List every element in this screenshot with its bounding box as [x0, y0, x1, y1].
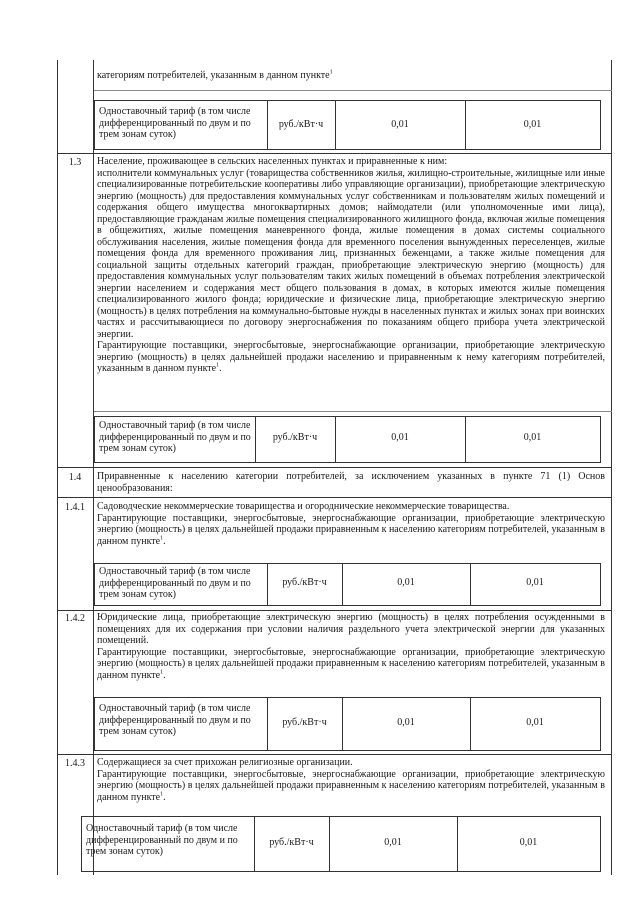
- tariff-value-1: 0,01: [391, 432, 409, 443]
- tariff-value-1: 0,01: [397, 717, 415, 728]
- row-number: 1.3: [68, 157, 82, 168]
- row-text-1-4: Приравненные к населению категории потребителей, за исключением указанных в пункте 71 (1) Основ ценообразования:: [97, 471, 605, 494]
- supplier-text: Гарантирующие поставщики, энергосбытовые, энергоснабжающие организации, приобретающие электрическую энергию (мощность) в целях дальнейшей продажи приравненным к населению категориям потребителей, указанным в данном пункте: [97, 768, 605, 803]
- supplier-text: Гарантирующие поставщики, энергосбытовые, энергоснабжающие организации, приобретающие электрическую энергию (мощность) в целях дальнейшей продажи приравненным к населению категориям потребителей, указанным в данном пункте: [97, 646, 605, 681]
- tariff-unit: руб./кВт·ч: [282, 577, 327, 588]
- row-separator: [57, 497, 612, 498]
- row-text-1-4-1: Садоводческие некоммерческие товарищества и огороднические некоммерческие товарищества. Гарантирующие поставщики, энергосбытовые, энергоснабжающие организации, приобретающие электрическую энергию (мощность) в целях дальнейшей продажи приравненным к населению категориям потребителей, указанным в данном пункте$^1$.: [97, 501, 605, 547]
- tariff-value-1: 0,01: [397, 577, 415, 588]
- row-heading: Население, проживающее в сельских населенных пунктах и приравненные к ним:: [97, 156, 448, 167]
- top-row-tariff-box: [94, 100, 601, 150]
- row-1-4-1-tariff-box: [94, 563, 601, 606]
- tariff-value-2: 0,01: [523, 432, 542, 443]
- tariff-value-1: 0,01: [391, 119, 409, 130]
- top-row-text: категориям потребителей, указанным в данном пункте$^1$: [97, 69, 333, 81]
- supplier-text: Гарантирующие поставщики, энергосбытовые, энергоснабжающие организации, приобретающие электрическую энергию (мощность) в целях дальнейшей продажи населению и приравненным к нему категориям потребителей, указанным в данном пункте: [97, 340, 605, 374]
- row-number: 1.4: [68, 472, 82, 483]
- row-heading: Садоводческие некоммерческие товарищества и огороднические некоммерческие товарищества.: [97, 501, 510, 512]
- top-row-divider: [94, 90, 612, 91]
- row-separator: [57, 610, 612, 611]
- row-text-1-4-2: Юридические лица, приобретающие электрическую энергию (мощность) в целях потребления осужденными в помещениях для их содержания при условии наличия раздельного учета электрической энергии для указанных помещений. Гарантирующие поставщики, энергосбытовые, энергоснабжающие организации, приобретающие электрическую энергию (мощность) в целях дальнейшей продажи приравненным к населению категориям потребителей, указанным в данном пункте$^1$.: [97, 612, 605, 681]
- row-separator: [57, 153, 612, 154]
- tariff-unit: руб./кВт·ч: [269, 837, 314, 848]
- tariff-label: Одноставочный тариф (в том числе дифференцированный по двум и по трем зонам суток): [99, 106, 251, 140]
- tariff-table: [57, 60, 612, 875]
- tariff-value-2: 0,01: [526, 717, 544, 728]
- row-number: 1.4.3: [65, 758, 85, 769]
- tariff-unit: руб./кВт·ч: [272, 432, 318, 443]
- row-separator: [57, 467, 612, 468]
- row-body: исполнители коммунальных услуг (товарищества собственников жилья, жилищно-строительные, жилищные или иные специализированные потребительские кооперативы либо управляющие организации), приобретающие электрическую энергию (мощность) для предоставления коммунальных услуг собственникам и пользователям жилых помещений и содержания общего имущества многоквартирных домов; наймодатели (или уполномоченные ими лица), предоставляющие гражданам жилые помещения специализированного жилищного фонда, включая жилые помещения в общежитиях, жилые помещения маневренного фонда, жилые помещения в домах системы социального обслуживания населения, жилые помещения фонда для временного поселения вынужденных переселенцев, жилые помещения фонда для временного проживания лиц, признанных беженцами, а также жилые помещения для социальной защиты отдельных категорий граждан, приобретающие электрическую энергию (мощность) для предоставления коммунальных услуг пользователям таких жилых помещений в объемах потребления электрической энергии населением и содержания мест общего пользования в домах, в которых имеются жилые помещения специализированного жилого фонда; юридические и физические лица, приобретающие электрическую энергию (мощность) в целях потребления на коммунально-бытовые нужды в населенных пунктах и жилых зонах при воинских частях и рассчитывающиеся по договору энергоснабжения по показаниям общего прибора учета электрической энергии.: [97, 167, 605, 340]
- row-heading: Содержащиеся за счет прихожан религиозные организации.: [97, 757, 353, 768]
- tariff-label: Одноставочный тариф (в том числе дифференцированный по двум и по трем зонам суток): [86, 823, 238, 857]
- supplier-text: Гарантирующие поставщики, энергосбытовые, энергоснабжающие организации, приобретающие электрическую энергию (мощность) в целях дальнейшей продажи приравненным к населению категориям потребителей, указанным в данном пункте: [97, 512, 605, 547]
- sub-divider: [94, 411, 612, 412]
- tariff-value-2: 0,01: [526, 577, 544, 588]
- row-1-3-tariff-box: [94, 416, 601, 463]
- tariff-value-2: 0,01: [519, 837, 538, 848]
- tariff-unit: руб./кВт·ч: [278, 119, 324, 130]
- row-number: 1.4.2: [65, 613, 85, 624]
- tariff-unit: руб./кВт·ч: [282, 717, 327, 728]
- tariff-value-2: 0,01: [523, 119, 542, 130]
- tariff-label: Одноставочный тариф (в том числе дифференцированный по двум и по трем зонам суток): [99, 566, 251, 600]
- row-separator: [57, 754, 612, 755]
- tariff-value-1: 0,01: [384, 837, 402, 848]
- row-number: 1.4.1: [65, 502, 85, 513]
- tariff-label: Одноставочный тариф (в том числе дифференцированный по двум и по трем зонам суток): [99, 420, 251, 454]
- row-1-4-2-tariff-box: [94, 697, 601, 751]
- row-heading: Юридические лица, приобретающие электрическую энергию (мощность) в целях потребления осужденными в помещениях для их содержания при условии наличия раздельного учета электрической энергии для указанных помещений.: [97, 612, 605, 646]
- row-text-1-3: Население, проживающее в сельских населенных пунктах и приравненные к ним: исполнители коммунальных услуг (товарищества собственников жилья, жилищно-строительные, жилищные или иные специализированные потребительские кооперативы либо управляющие организации), приобретающие электрическую энергию (мощность) для предоставления коммунальных услуг собственникам и пользователям жилых помещений и содержания общего имущества многоквартирных домов; наймодатели (или уполномоченные ими лица), предоставляющие гражданам жилые помещения специализированного жилищного фонда, включая жилые помещения в общежитиях, жилые помещения маневренного фонда, жилые помещения в домах системы социального обслуживания населения, жилые помещения фонда для временного поселения вынужденных переселенцев, жилые помещения фонда для временного проживания лиц, признанных беженцами, а также жилые помещения для социальной защиты отдельных категорий граждан, приобретающие электрическую энергию (мощность) для предоставления коммунальных услуг пользователям таких жилых помещений в объемах потребления электрической энергии населением и содержания мест общего пользования в домах, в которых имеются жилые помещения специализированного жилого фонда; юридические и физические лица, приобретающие электрическую энергию (мощность) в целях потребления на коммунально-бытовые нужды в населенных пунктах и жилых зонах при воинских частях и рассчитывающиеся по договору энергоснабжения по показаниям общего прибора учета электрической энергии. Гарантирующие поставщики, энергосбытовые, энергоснабжающие организации, приобретающие электрическую энергию (мощность) в целях дальнейшей продажи населению и приравненным к нему категориям потребителей, указанным в данном пункте$^1$.: [97, 156, 605, 374]
- row-1-4-3-tariff-box: [81, 816, 601, 872]
- tariff-label: Одноставочный тариф (в том числе дифференцированный по двум и по трем зонам суток): [99, 703, 251, 737]
- row-text-1-4-3: Содержащиеся за счет прихожан религиозные организации. Гарантирующие поставщики, энергосбытовые, энергоснабжающие организации, приобретающие электрическую энергию (мощность) в целях дальнейшей продажи приравненным к населению категориям потребителей, указанным в данном пункте$^1$.: [97, 757, 605, 803]
